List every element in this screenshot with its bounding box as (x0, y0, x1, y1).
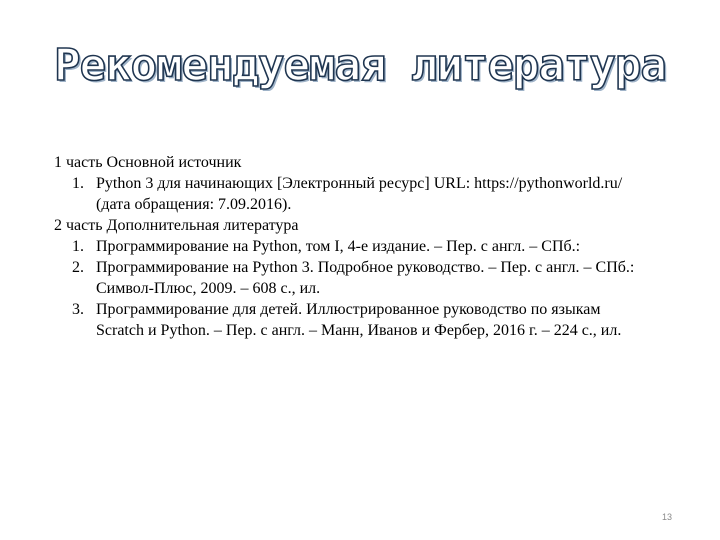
item-line: Программирование на Python 3. Подробное руководство. – Пер. с англ. – СПб.: (96, 259, 635, 276)
item-line: Символ-Плюс, 2009. – 608 с., ил. (96, 280, 321, 297)
item-number: 2. (72, 259, 84, 276)
item-line: (дата обращения: 7.09.2016). (96, 196, 292, 213)
item-line: Программирование на Python, том I, 4-е издание. – Пер. с англ. – СПб.: (96, 238, 581, 255)
item-number: 3. (72, 301, 84, 318)
item-line: Scratch и Python. – Пер. с англ. – Манн, Иванов и Фербер, 2016 г. – 224 с., ил. (96, 322, 622, 339)
references-content (54, 152, 694, 341)
list-item (54, 299, 694, 341)
section-heading-additional: 2 часть Дополнительная литература (54, 217, 299, 234)
list-item (54, 257, 694, 299)
item-number: 1. (72, 238, 84, 255)
main-sources-list (54, 173, 694, 215)
page-number: 13 (662, 512, 673, 522)
item-number: 1. (72, 175, 84, 192)
item-line: Программирование для детей. Иллюстрированное руководство по языкам (96, 301, 601, 318)
list-item (54, 236, 694, 257)
slide-title: Рекомендуемая литература (54, 40, 666, 91)
list-item (54, 173, 694, 215)
additional-sources-list (54, 236, 694, 341)
item-line: Python 3 для начинающих [Электронный ресурс] URL: https://pythonworld.ru/ (96, 175, 623, 192)
section-heading-main: 1 часть Основной источник (54, 154, 242, 171)
